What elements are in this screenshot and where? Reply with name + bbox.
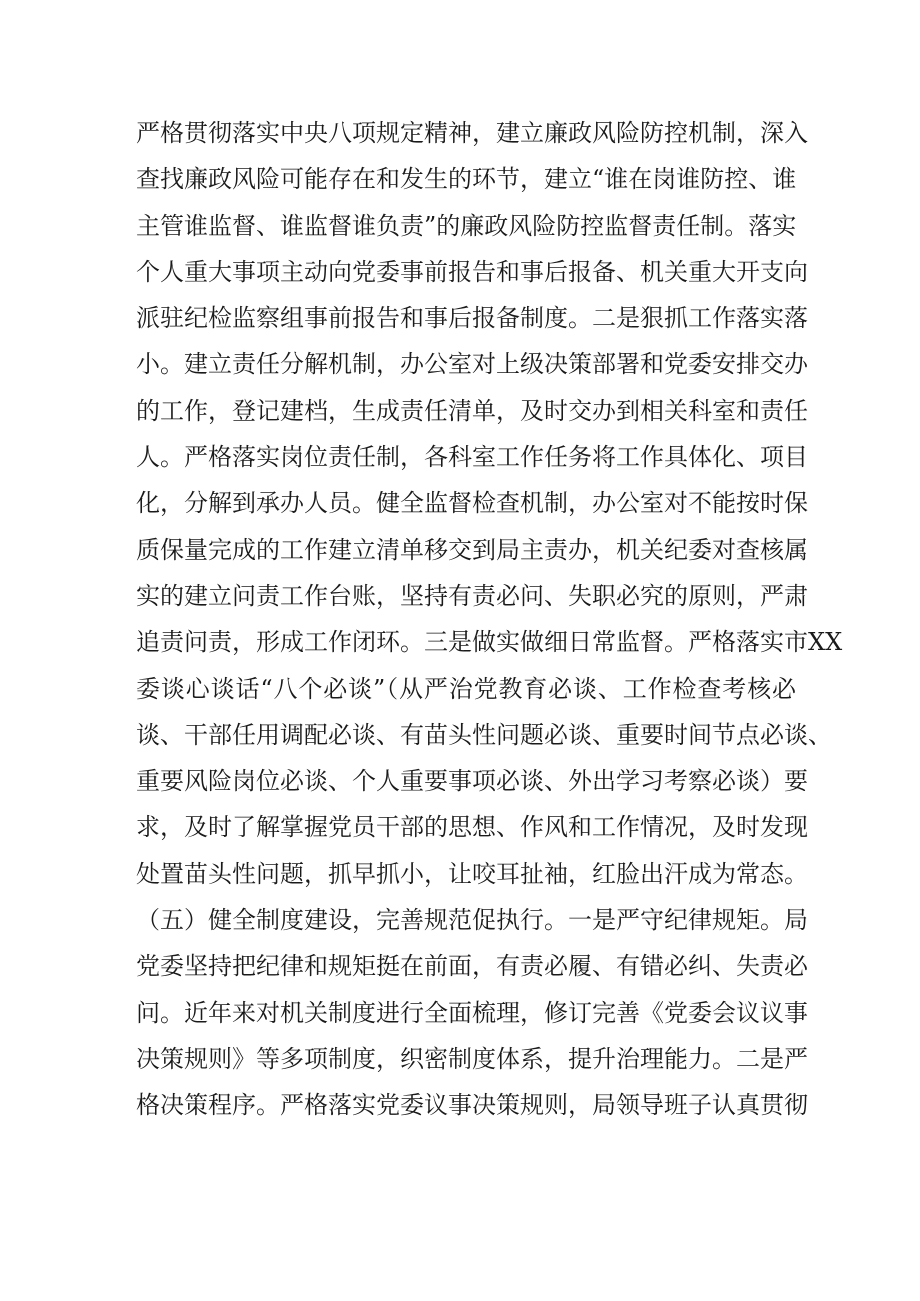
text-line-12: 追责问责，形成工作闭环。三是做实做细日常监督。严格落实市XX (136, 628, 843, 657)
text-line-13: 委谈心谈话“八个必谈”（从严治党教育必谈、工作检查考核必 (136, 674, 796, 703)
text-line-4: 个人重大事项主动向党委事前报告和事后报备、机关重大开支向 (136, 257, 808, 286)
text-line-3: 主管谁监督、谁监督谁负责”的廉政风险防控监督责任制。落实 (136, 211, 797, 240)
text-line-20: 问。近年来对机关制度进行全面梳理，修订完善《党委会议议事 (136, 998, 808, 1027)
body-text (136, 110, 843, 1129)
text-line-19: 党委坚持把纪律和规矩挺在前面，有责必履、有错必纠、失责必 (136, 952, 808, 981)
text-line-5: 派驻纪检监察组事前报告和事后报备制度。二是狠抓工作落实落 (136, 304, 808, 333)
text-line-1: 严格贯彻落实中央八项规定精神，建立廉政风险防控机制，深入 (136, 119, 808, 147)
text-line-21: 决策规则》等多项制度，织密制度体系，提升治理能力。二是严 (136, 1044, 808, 1073)
text-line-17: 处置苗头性问题，抓早抓小，让咬耳扯袖，红脸出汗成为常态。 (136, 859, 808, 888)
text-line-14: 谈、干部任用调配必谈、有苗头性问题必谈、重要时间节点必谈、 (136, 720, 832, 749)
text-line-10: 质保量完成的工作建立清单移交到局主责办，机关纪委对查核属 (136, 535, 808, 564)
text-line-2: 查找廉政风险可能存在和发生的环节，建立“谁在岗谁防控、谁 (136, 165, 797, 194)
text-line-6: 小。建立责任分解机制，办公室对上级决策部署和党委安排交办 (136, 350, 808, 379)
text-line-16: 求，及时了解掌握党员干部的思想、作风和工作情况，及时发现 (136, 813, 808, 842)
text-line-18: （五）健全制度建设，完善规范促执行。一是严守纪律规矩。局 (136, 906, 808, 935)
text-line-7: 的工作，登记建档，生成责任清单，及时交办到相关科室和责任 (136, 396, 808, 425)
text-line-9: 化，分解到承办人员。健全监督检查机制，办公室对不能按时保 (136, 489, 808, 518)
text-line-15: 重要风险岗位必谈、个人重要事项必谈、外出学习考察必谈）要 (136, 767, 808, 796)
text-line-22: 格决策程序。严格落实党委议事决策规则，局领导班子认真贯彻 (136, 1091, 808, 1120)
text-line-8: 人。严格落实岗位责任制，各科室工作任务将工作具体化、项目 (136, 443, 808, 472)
text-line-11: 实的建立问责工作台账，坚持有责必问、失职必究的原则，严肃 (136, 581, 808, 610)
